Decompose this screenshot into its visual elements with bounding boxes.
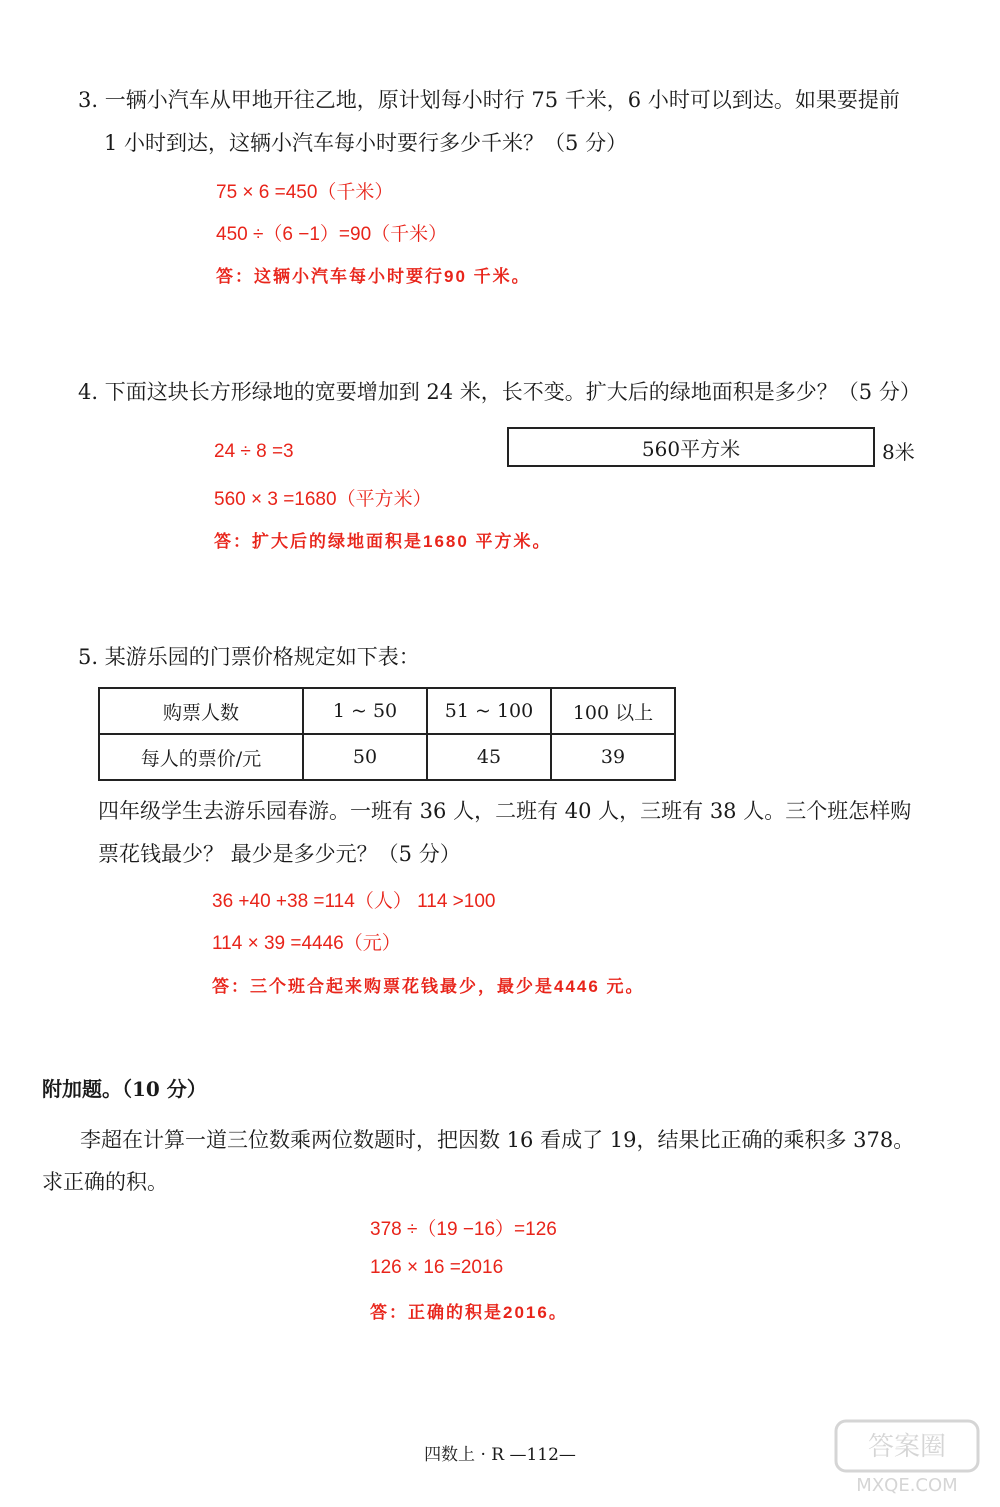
watermark-text: MXQE.COM [856,1475,958,1496]
ticket-price-table [98,687,676,781]
table-cell: 50 [303,734,427,780]
table-cell: 100 以上 [551,688,675,734]
q4-answer-step1: 24 ÷ 8 =3 [214,441,294,462]
q5-text-line1: 5. 某游乐园的门票价格规定如下表： [78,645,420,669]
q5-text-line3: 票花钱最少？ 最少是多少元？（5 分） [98,842,461,866]
table-header-cell: 每人的票价/元 [99,734,303,780]
q4-answer-step2: 560 × 3 =1680（平方米） [214,489,432,510]
q3-answer-step2: 450 ÷（6 −1）=90（千米） [216,224,448,245]
bonus-text-line2: 求正确的积。 [42,1170,168,1194]
watermark-logo [832,1417,982,1497]
q5-answer-step1: 36 +40 +38 =114（人） 114 >100 [212,891,496,912]
table-row [99,688,675,734]
page-footer: 四数上 · R —112— [424,1445,576,1465]
table-cell: 45 [427,734,551,780]
svg-text:答案圈: 答案圈 [867,1432,947,1462]
table-header-cell: 购票人数 [99,688,303,734]
bonus-answer-step2: 126 × 16 =2016 [370,1257,504,1278]
q3-text-line2: 1 小时到达，这辆小汽车每小时要行多少千米？（5 分） [104,131,628,155]
q4-answer-conclusion: 答：扩大后的绿地面积是1680 平方米。 [214,532,552,551]
rectangle-width-label: 8米 [882,440,915,464]
table-row [99,734,675,780]
bonus-text-line1: 李超在计算一道三位数乘两位数题时，把因数 16 看成了 19，结果比正确的乘积多 378。 [80,1128,915,1152]
q3-text-line1: 3. 一辆小汽车从甲地开往乙地，原计划每小时行 75 千米，6 小时可以到达。如果要提前 [78,88,900,112]
green-area-rectangle [507,427,875,467]
q5-answer-step2: 114 × 39 =4446（元） [212,933,401,954]
q3-answer-conclusion: 答：这辆小汽车每小时要行90 千米。 [216,267,531,286]
q4-text-line1: 4. 下面这块长方形绿地的宽要增加到 24 米，长不变。扩大后的绿地面积是多少？（5 分） [78,380,921,404]
q5-text-line2: 四年级学生去游乐园春游。一班有 36 人，二班有 40 人，三班有 38 人。三个班怎样购 [98,799,912,823]
rectangle-area-label: 560平方米 [641,436,741,461]
table-cell: 51 ~ 100 [427,688,551,734]
bonus-answer-step1: 378 ÷（19 −16）=126 [370,1219,557,1240]
table-cell: 1 ~ 50 [303,688,427,734]
q3-answer-step1: 75 × 6 =450（千米） [216,182,394,203]
q5-answer-conclusion: 答：三个班合起来购票花钱最少，最少是4446 元。 [212,977,645,996]
bonus-title: 附加题。（10 分） [42,1077,207,1101]
table-cell: 39 [551,734,675,780]
bonus-answer-conclusion: 答：正确的积是2016。 [370,1303,568,1322]
